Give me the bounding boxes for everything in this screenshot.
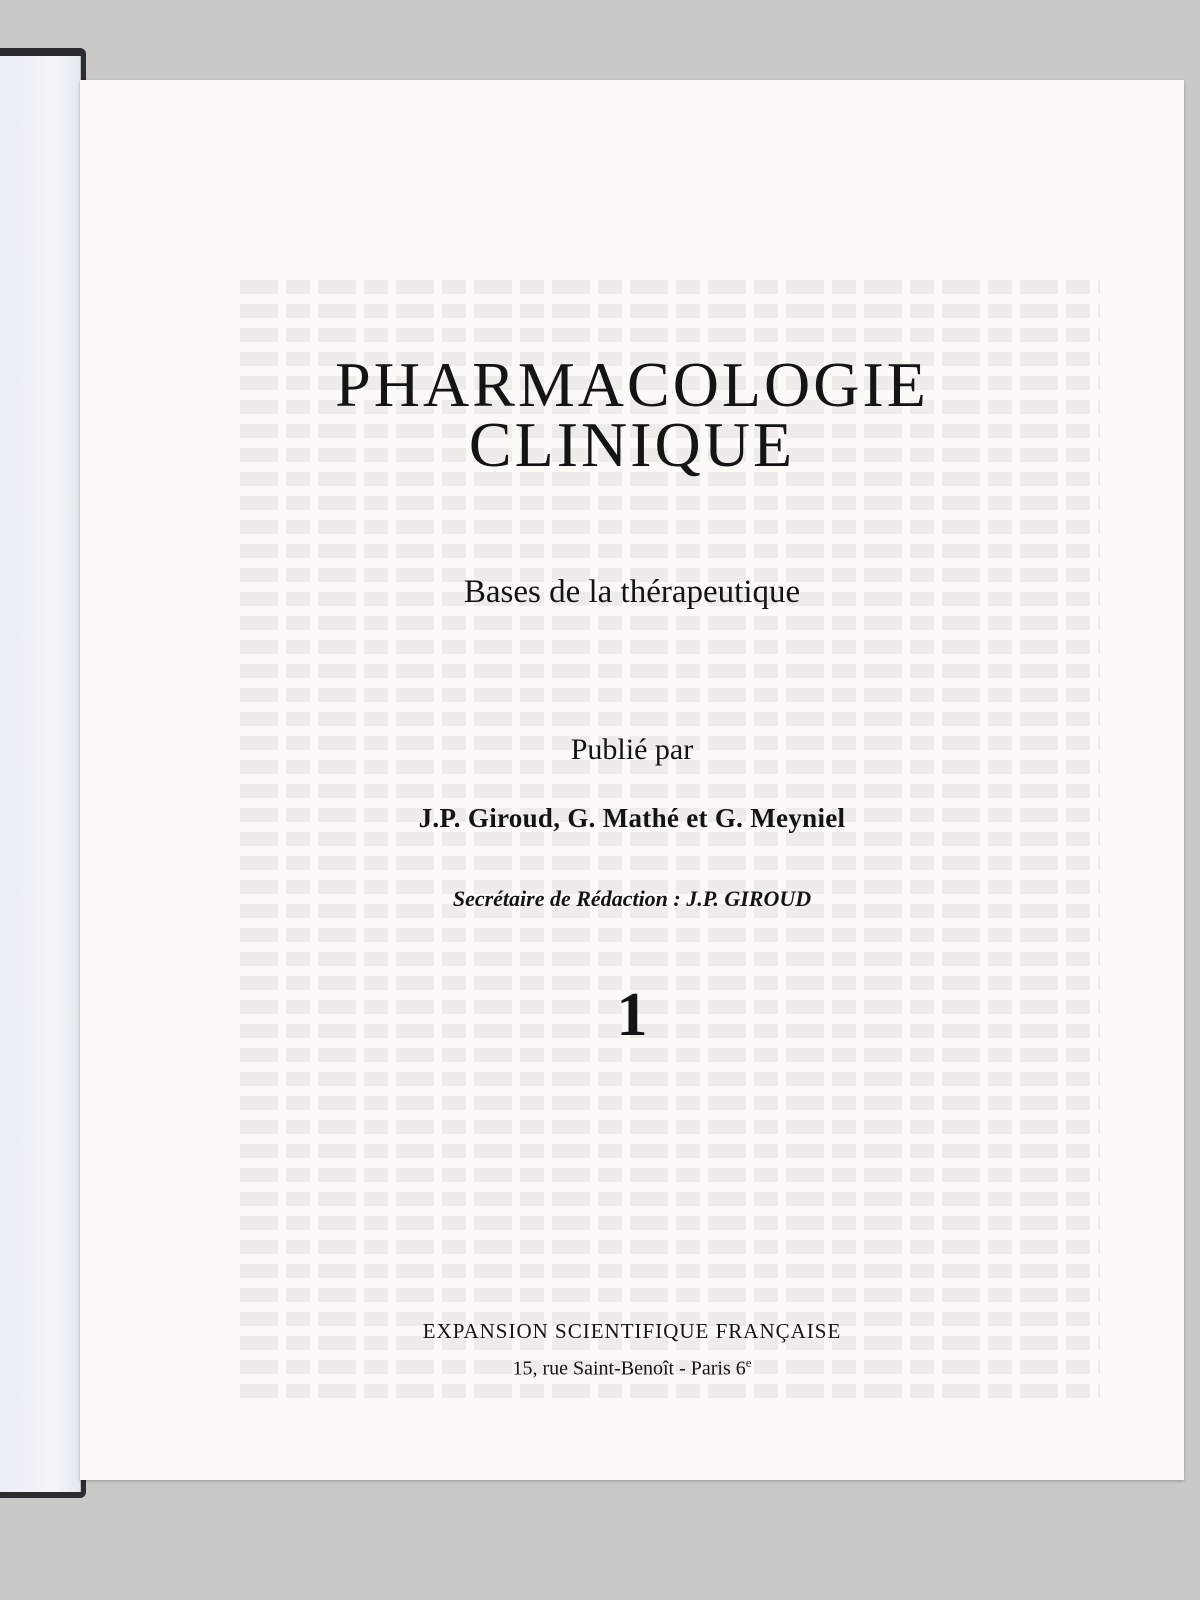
volume-number: 1 [616, 981, 648, 1049]
book-title-line-2: CLINIQUE [468, 409, 796, 480]
show-through-line [240, 1384, 1100, 1398]
show-through-line [240, 1240, 1100, 1254]
show-through-line [240, 784, 1100, 798]
show-through-line [240, 952, 1100, 966]
show-through-line [240, 1048, 1100, 1062]
show-through-line [240, 520, 1100, 534]
title-page [80, 80, 1184, 1480]
show-through-line [240, 280, 1100, 294]
show-through-line [240, 1096, 1100, 1110]
book-title [80, 349, 1184, 480]
show-through-line [240, 928, 1100, 942]
show-through-line [240, 496, 1100, 510]
left-page-edge [0, 56, 81, 1492]
show-through-line [240, 1288, 1100, 1302]
show-through-line [240, 1144, 1100, 1158]
show-through-line [240, 664, 1100, 678]
show-through-line [240, 856, 1100, 870]
show-through-line [240, 712, 1100, 726]
show-through-line [240, 1192, 1100, 1206]
authors-line: J.P. Giroud, G. Mathé et G. Meyniel [418, 803, 846, 833]
publisher-address-text: 15, rue Saint-Benoît - Paris 6 [512, 1357, 746, 1380]
show-through-line [240, 1168, 1100, 1182]
show-through-line [240, 640, 1100, 654]
publisher-address-suffix: e [745, 1355, 752, 1370]
show-through-line [240, 1264, 1100, 1278]
show-through-line [240, 304, 1100, 318]
show-through-line [240, 616, 1100, 630]
editorial-secretary-line: Secrétaire de Rédaction : J.P. GIROUD [452, 886, 812, 911]
show-through-line [240, 832, 1100, 846]
show-through-line [240, 328, 1100, 342]
show-through-line [240, 1072, 1100, 1086]
show-through-line [240, 1216, 1100, 1230]
book-subtitle: Bases de la thérapeutique [463, 574, 801, 610]
show-through-line [240, 544, 1100, 558]
show-through-line [240, 688, 1100, 702]
publisher-address [80, 1350, 1184, 1382]
book-title-line-1: PHARMACOLOGIE [335, 349, 929, 420]
show-through-line [240, 1120, 1100, 1134]
published-by-label: Publié par [570, 733, 694, 766]
publisher-name: EXPANSION SCIENTIFIQUE FRANÇAISE [422, 1319, 842, 1343]
